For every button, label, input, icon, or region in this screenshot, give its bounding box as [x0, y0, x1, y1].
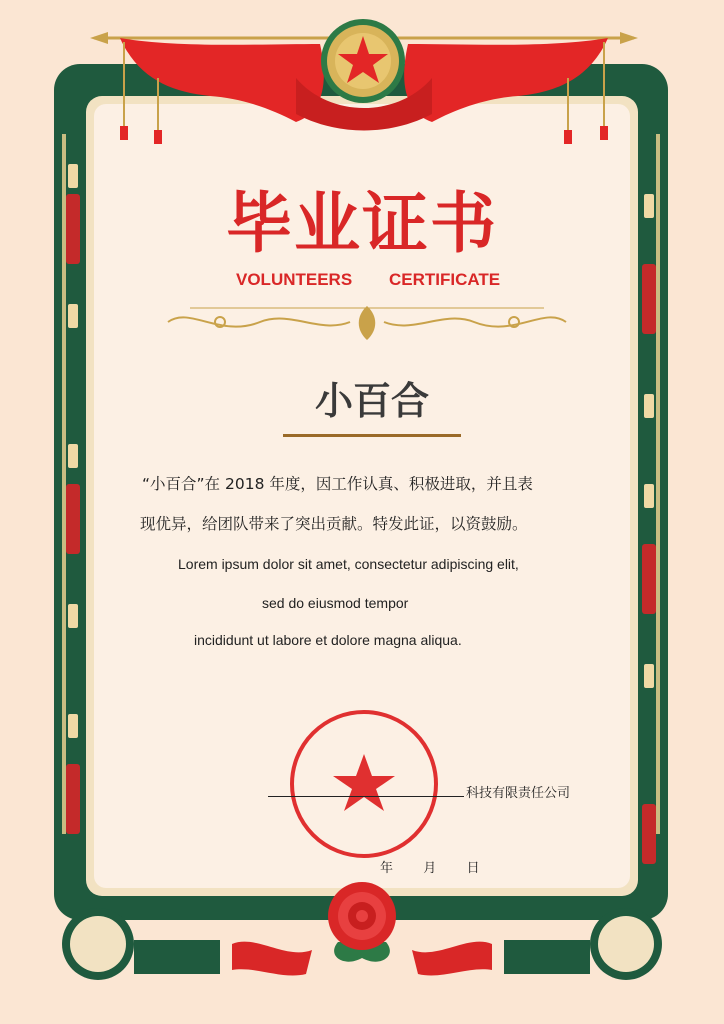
- rose-icon: [318, 872, 406, 972]
- title-en-certificate: CERTIFICATE: [389, 270, 501, 289]
- signature-line: [268, 796, 464, 797]
- date-day-label: 日: [466, 861, 480, 876]
- body-text-en-line1: Lorem ipsum dolor sit amet, consectetur adipiscing elit,: [178, 556, 519, 572]
- certificate-title: 毕业证书: [226, 185, 498, 262]
- body-text-cn-line2: 现优异，给团队带来了突出贡献。特发此证，以资鼓励。: [140, 515, 528, 533]
- title-en-volunteers: VOLUNTEERS: [236, 270, 353, 289]
- company-name: 科技有限责任公司: [466, 786, 571, 801]
- body-text-en-line2: sed do eiusmod tempor: [262, 595, 409, 611]
- date-month-label: 月: [423, 861, 437, 876]
- date-year-label: 年: [380, 861, 394, 876]
- recipient-name: 小百合: [314, 379, 429, 423]
- recipient-underline: [283, 434, 461, 437]
- gold-scroll-divider: [160, 300, 574, 344]
- star-medal-icon: [318, 16, 408, 106]
- official-seal-stamp: [288, 708, 440, 860]
- body-text-cn-line1: “小百合”在 2018 年度，因工作认真、积极进取，并且表: [142, 475, 533, 493]
- body-text-en-line3: incididunt ut labore et dolore magna aliqua.: [194, 632, 462, 648]
